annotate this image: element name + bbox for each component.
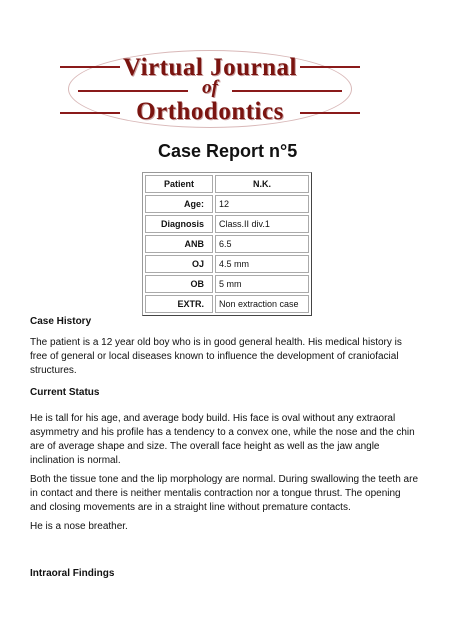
logo-text-line1: Virtual Journal (123, 54, 297, 81)
table-value-cell: 12 (215, 195, 309, 213)
patient-info-table (142, 172, 312, 316)
table-key-cell: OJ (145, 255, 213, 273)
table-value-cell: N.K. (215, 175, 309, 193)
journal-logo (60, 40, 360, 140)
table-key-cell: ANB (145, 235, 213, 253)
logo-text-line2: of (202, 77, 218, 98)
current-status-heading: Current Status (30, 387, 100, 398)
table-key-cell: Age: (145, 195, 213, 213)
intraoral-findings-heading: Intraoral Findings (30, 568, 115, 579)
table-value-cell: Class.II div.1 (215, 215, 309, 233)
table-row (145, 215, 309, 233)
case-history-paragraph: The patient is a 12 year old boy who is in good general health. His medical history is free of general or local diseases known to influence the development of craniofacial structures. (30, 337, 402, 376)
table-value-cell: 4.5 mm (215, 255, 309, 273)
table-value-cell: Non extraction case (215, 295, 309, 313)
current-status-paragraph-3: He is a nose breather. (30, 521, 128, 532)
case-history-heading: Case History (30, 316, 92, 327)
table-key-cell: Patient (145, 175, 213, 193)
table-key-cell: EXTR. (145, 295, 213, 313)
table-key-cell: Diagnosis (145, 215, 213, 233)
current-status-paragraph-1: He is tall for his age, and average body build. His face is oval without any extraoral asymmetry and his profile has a tendency to a convex one, while the nose and the chin are of average shape and size. The overall face height as well as the jaw angle inclination is normal. (30, 413, 415, 466)
table-row (145, 195, 309, 213)
table-value-cell: 6.5 (215, 235, 309, 253)
table-row (145, 295, 309, 313)
current-status-paragraph-2: Both the tissue tone and the lip morphology are normal. During swallowing the teeth are in contact and there is neither mentalis contraction nor a tongue thrust. The opening and closing movements are in a straight line without premature contacts. (30, 474, 419, 513)
table-row (145, 235, 309, 253)
table-value-cell: 5 mm (215, 275, 309, 293)
table-row (145, 175, 309, 193)
page-title: Case Report n°5 (158, 141, 298, 161)
table-key-cell: OB (145, 275, 213, 293)
table-row (145, 255, 309, 273)
logo-text-line3: Orthodontics (136, 98, 284, 125)
table-row (145, 275, 309, 293)
